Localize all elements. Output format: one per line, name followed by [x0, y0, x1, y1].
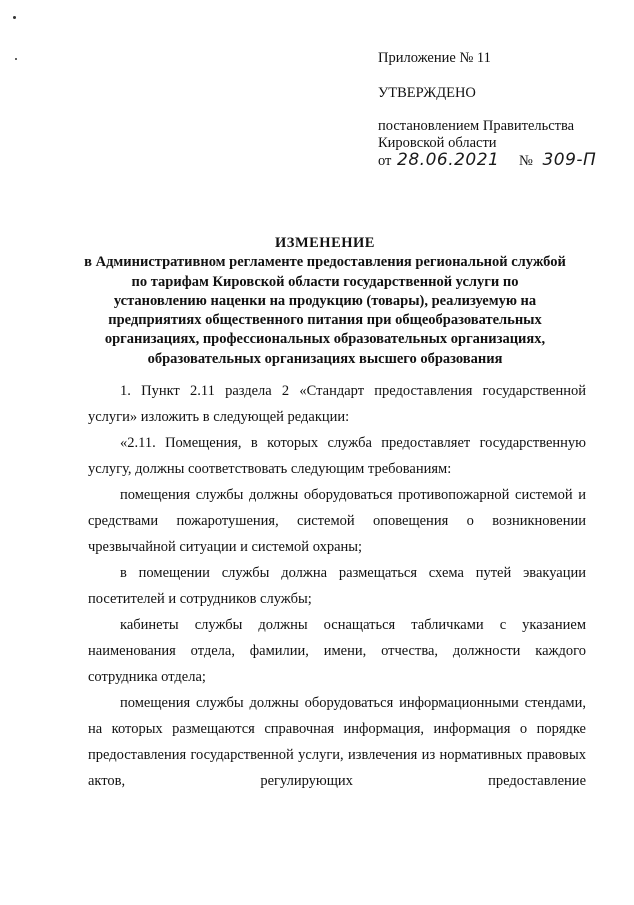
title-line: по тарифам Кировской области государственной услуги по [131, 273, 519, 290]
decree-line-1: постановлением Правительства [378, 118, 575, 134]
number-label: № [519, 153, 533, 169]
title-line: образовательных организациях высшего образования [147, 350, 503, 367]
title-line: предприятиях общественного питания при общеобразовательных [108, 312, 542, 329]
scan-speck [13, 16, 16, 19]
title-line: организациях, профессиональных образовательных организациях, [104, 331, 546, 348]
title-heading: ИЗМЕНЕНИЕ [275, 235, 375, 251]
from-label: от [378, 153, 392, 169]
document-body [88, 378, 586, 794]
body-paragraph: помещения службы должны оборудоваться противопожарной системой и средствами пожаротушения, системой оповещения о возникновении чрезвычайной ситуации и системой охраны; [88, 487, 586, 555]
decree-line-2: Кировской области [378, 135, 497, 151]
appendix-label: Приложение № 11 [378, 50, 491, 66]
approval-block [378, 50, 618, 170]
handwritten-date: 28.06.2021 [397, 150, 500, 170]
body-paragraph: в помещении службы должна размещаться схема путей эвакуации посетителей и сотрудников службы; [88, 565, 586, 607]
body-paragraph: 1. Пункт 2.11 раздела 2 «Стандарт предоставления государственной услуги» изложить в следующей редакции: [88, 383, 586, 425]
document-title [60, 234, 590, 369]
handwritten-number: 309-П [542, 150, 597, 170]
body-paragraph: кабинеты службы должны оснащаться табличками с указанием наименования отдела, фамилии, имени, отчества, должности каждого сотрудника отдела; [88, 617, 586, 685]
decree-date-number [378, 152, 618, 170]
approved-label: УТВЕРЖДЕНО [378, 85, 476, 101]
body-paragraph: помещения службы должны оборудоваться информационными стендами, на которых размещаются справочная информация, информация о порядке предоставления государственной услуги, извлечения из нормативных правовых актов, регулирующих предоставление [88, 695, 586, 789]
title-line: в Административном регламенте предоставления региональной службой [84, 254, 566, 271]
scan-speck [15, 58, 17, 60]
body-paragraph: «2.11. Помещения, в которых служба предоставляет государственную услугу, должны соответствовать следующим требованиям: [88, 435, 586, 477]
title-line: установлению наценки на продукцию (товары), реализуемую на [113, 292, 537, 309]
